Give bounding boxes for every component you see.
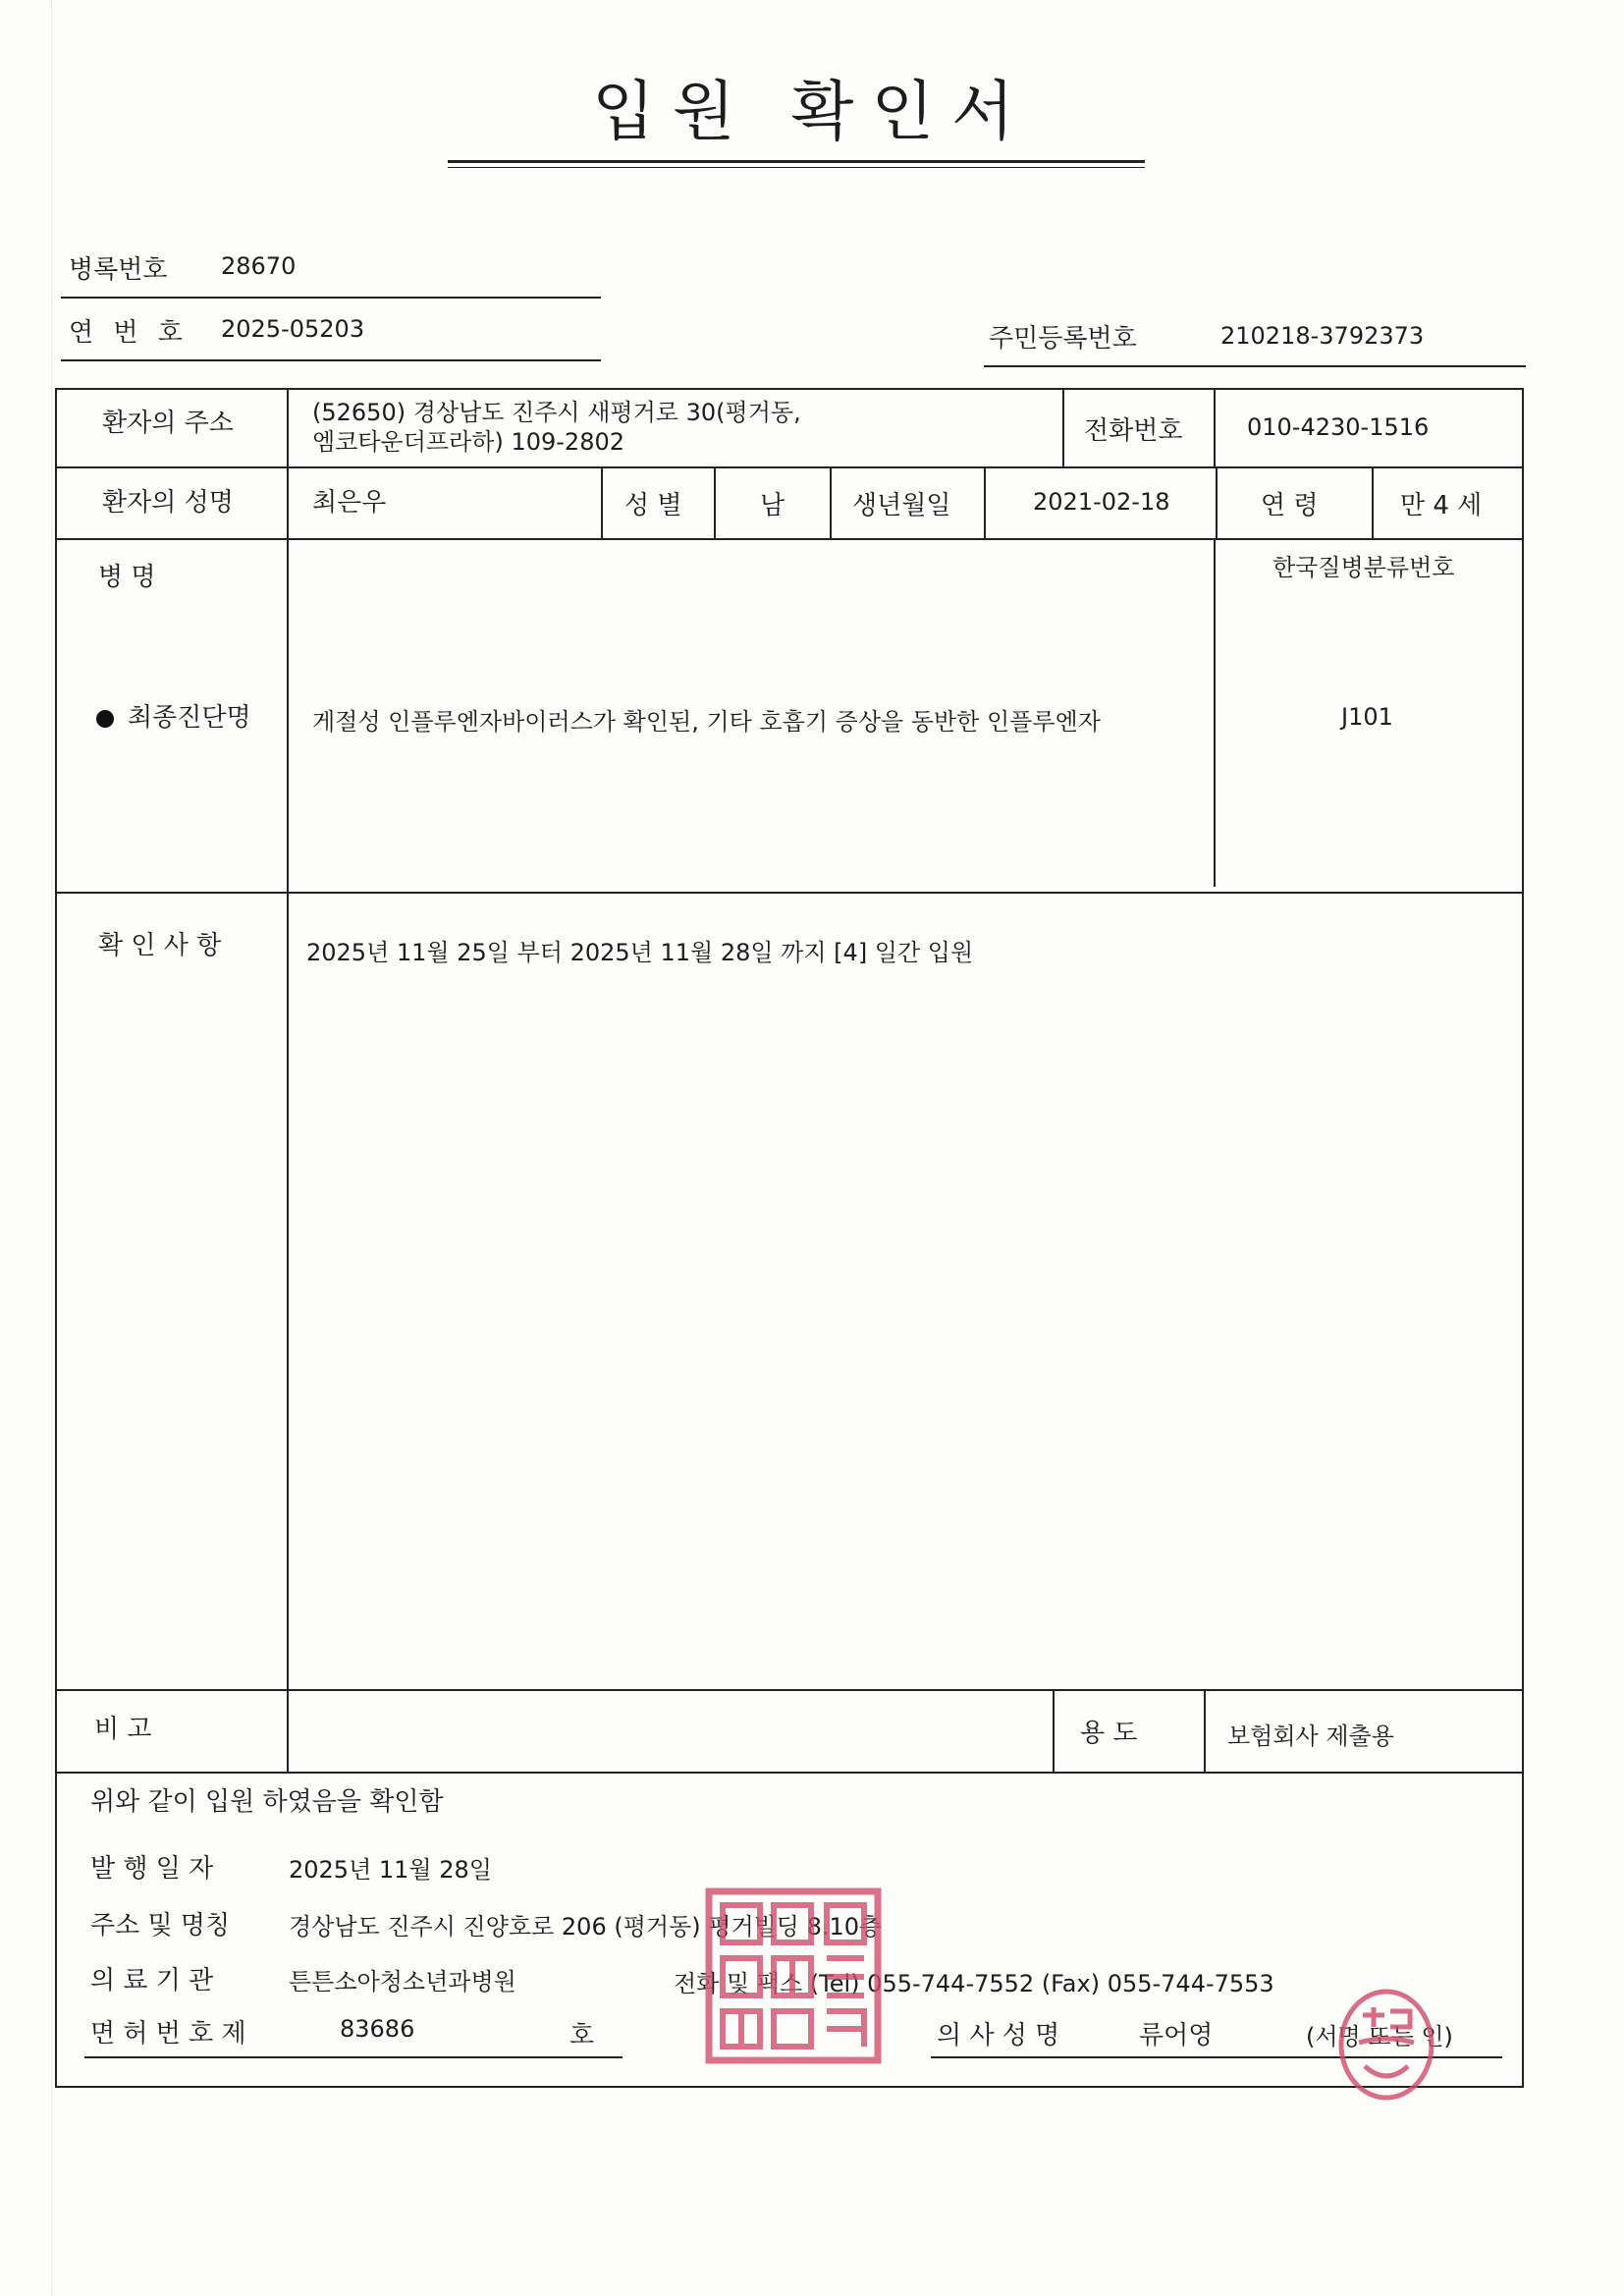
sex-value: 남	[760, 491, 785, 520]
confirmation-bottom-rule	[55, 1689, 1524, 1691]
rrn-value: 210218-3792373	[1220, 322, 1425, 350]
doctor-seal-stamp	[1335, 1986, 1437, 2104]
license-label: 면 허 번 호 제	[90, 2019, 246, 2049]
address-line1: (52650) 경상남도 진주시 새평거로 30(평거동,	[312, 399, 801, 426]
confirmation-text: 2025년 11월 25일 부터 2025년 11월 28일 까지 [4] 일간 입원	[306, 939, 974, 966]
row2-bottom-rule	[55, 538, 1524, 540]
name-value: 최은우	[312, 488, 387, 518]
form-frame	[55, 388, 1524, 2088]
phone-value: 010-4230-1516	[1247, 413, 1430, 441]
diagnosis-label: 병 명	[98, 563, 156, 592]
dob-value: 2021-02-18	[1033, 488, 1170, 516]
age-label-divider	[1372, 466, 1374, 538]
confirmation-divider	[287, 892, 289, 1689]
remarks-label: 비 고	[94, 1715, 152, 1744]
issue-date-value: 2025년 11월 28일	[289, 1856, 492, 1884]
chart-no-label: 병록번호	[69, 255, 168, 285]
diagnosis-divider	[287, 538, 289, 892]
address-label: 환자의 주소	[102, 409, 234, 438]
name-label: 환자의 성명	[102, 488, 234, 518]
hospital-seal-stamp	[705, 1887, 882, 2064]
name-sex-divider	[601, 466, 603, 538]
code-divider	[1214, 538, 1216, 887]
doctor-name: 류어영	[1139, 2021, 1214, 2050]
serial-rule	[61, 359, 601, 361]
usage-label-left-divider	[1053, 1689, 1055, 1772]
title-underline-thin	[448, 167, 1145, 168]
usage-label-right-divider	[1204, 1689, 1206, 1772]
usage-value: 보험회사 제출용	[1227, 1722, 1394, 1750]
chart-no-value: 28670	[221, 252, 297, 280]
institution-address: 경상남도 진주시 진양호로 206 (평거동) 평거빌딩 8.10층	[289, 1913, 883, 1941]
address-phone-divider	[1062, 388, 1064, 466]
institution-contact: 전화 및 팩스 (Tel) 055-744-7552 (Fax) 055-744-7553	[674, 1970, 1274, 1997]
serial-label: 연 번 호	[69, 318, 189, 348]
row1-divider	[287, 388, 289, 538]
issue-date-label: 발 행 일 자	[90, 1854, 214, 1884]
diagnosis-bottom-rule	[55, 892, 1524, 894]
dob-label: 생년월일	[852, 491, 951, 520]
address-line2: 엠코타운더프라하) 109-2802	[312, 428, 625, 456]
license-rule	[84, 2056, 623, 2058]
phone-label-divider	[1214, 388, 1216, 466]
rrn-rule	[984, 365, 1526, 367]
bullet-icon	[96, 710, 114, 728]
sex-value-divider	[830, 466, 832, 538]
license-suffix: 호	[569, 2021, 595, 2050]
institution-name: 튼튼소아청소년과병원	[289, 1968, 516, 1995]
institution-label: 의 료 기 관	[90, 1966, 214, 1995]
title-underline	[448, 160, 1145, 163]
usage-label: 용 도	[1080, 1719, 1138, 1748]
sex-label-divider	[714, 466, 716, 538]
sex-label: 성 별	[624, 491, 682, 520]
chart-no-rule	[61, 297, 601, 299]
rrn-label: 주민등록번호	[989, 324, 1137, 354]
license-number: 83686	[340, 2015, 415, 2043]
page-title: 입원 확인서	[592, 74, 1032, 149]
signature-label: (서명 또는 인)	[1306, 2023, 1453, 2050]
remarks-bottom-rule	[55, 1772, 1524, 1774]
doctor-label: 의 사 성 명	[937, 2021, 1060, 2050]
dob-value-divider	[1216, 466, 1218, 538]
row1-bottom-rule	[55, 466, 1524, 468]
dob-label-divider	[984, 466, 986, 538]
remarks-divider	[287, 1689, 289, 1772]
phone-label: 전화번호	[1084, 416, 1183, 446]
age-label: 연 령	[1261, 491, 1319, 520]
serial-value: 2025-05203	[221, 315, 365, 343]
address-name-label: 주소 및 명칭	[90, 1911, 231, 1941]
confirmation-label: 확 인 사 항	[98, 931, 222, 960]
disease-code-label: 한국질병분류번호	[1272, 554, 1455, 581]
statement-text: 위와 같이 입원 하였음을 확인함	[90, 1787, 444, 1817]
final-diagnosis-label: 최종진단명	[96, 697, 251, 734]
diagnosis-text: 게절성 인플루엔자바이러스가 확인된, 기타 호흡기 증상을 동반한 인플루엔자	[312, 708, 1101, 736]
age-value: 만 4 세	[1400, 491, 1483, 520]
disease-code-value: J101	[1341, 703, 1393, 731]
